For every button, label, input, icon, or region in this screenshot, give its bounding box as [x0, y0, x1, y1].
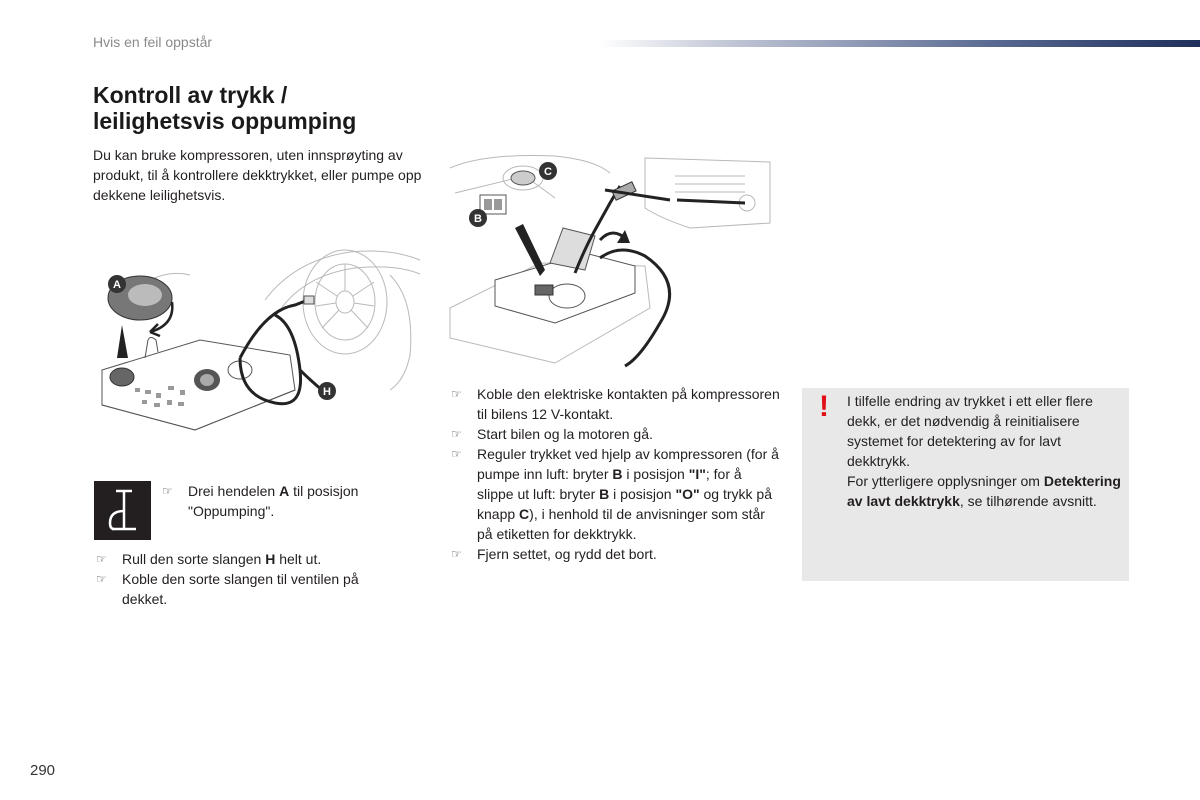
arrow-bullet-icon: ☞: [451, 547, 462, 561]
pump-icon: [94, 481, 151, 540]
label-a: A: [113, 279, 121, 291]
list-item: ☞ Rull den sorte slangen H helt ut.: [96, 551, 322, 567]
info-text: I tilfelle endring av trykket i ett eller flere dekk, er det nødvendig å reinitialisere systemet for detektering av for lavt dekktrykk. For ytterligere opplysninger om Detektering av lavt dekktrykk, se tilhørende avsnitt.: [847, 393, 1121, 509]
label-h: H: [323, 386, 331, 398]
list-item: ☞ Koble den elektriske kontakten på kompressoren til bilens 12 V-kontakt.: [451, 386, 780, 422]
list-item: ☞ Fjern settet, og rydd det bort.: [451, 546, 657, 562]
arrow-bullet-icon: ☞: [451, 447, 462, 461]
page-title: Kontroll av trykk / leilighetsvis oppumping: [93, 82, 357, 134]
label-b: B: [474, 213, 482, 225]
middle-steps: [451, 384, 781, 564]
info-box: [802, 388, 1129, 581]
section-title: Hvis en feil oppstår: [93, 34, 213, 50]
compressor-closeup-illustration: [445, 148, 775, 368]
arrow-bullet-icon: ☞: [96, 572, 107, 586]
intro-text: Du kan bruke kompressoren, uten innsprøyting av produkt, til å kontrollere dekktrykket, eller pumpe opp dekkene leilighetsvis.: [93, 147, 422, 203]
left-steps: [96, 549, 406, 609]
label-c: C: [544, 166, 552, 178]
list-item: ☞ Drei hendelen A til posisjon "Oppumping".: [162, 483, 359, 519]
arrow-bullet-icon: ☞: [162, 484, 173, 498]
list-item: ☞ Reguler trykket ved hjelp av kompressoren (for å pumpe inn luft: bryter B i posisjon "I"; for å slippe ut luft: bryter B i posisjon "O" og trykk på knapp C), i henhold til de anvisninger som står på etiketten for dekktrykk.: [451, 446, 779, 542]
warning-exclamation-icon: !: [819, 390, 829, 423]
header-bar: [600, 40, 1200, 47]
compressor-illustration: [90, 240, 425, 450]
page-number: 290: [30, 762, 56, 779]
arrow-bullet-icon: ☞: [96, 552, 107, 566]
list-item: ☞ Start bilen og la motoren gå.: [451, 426, 653, 442]
arrow-bullet-icon: ☞: [451, 387, 462, 401]
list-item: ☞ Koble den sorte slangen til ventilen på dekket.: [96, 571, 359, 607]
arrow-bullet-icon: ☞: [451, 427, 462, 441]
step-a: [162, 481, 362, 521]
